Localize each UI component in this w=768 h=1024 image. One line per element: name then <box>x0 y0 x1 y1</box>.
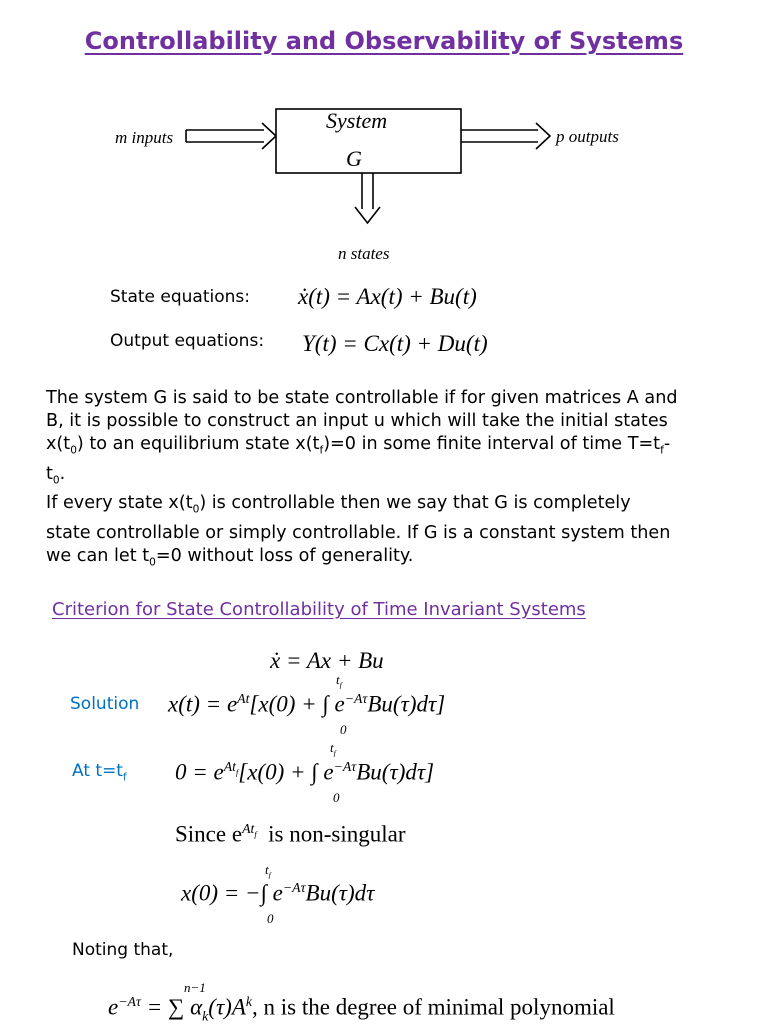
states-arrow <box>355 173 380 223</box>
solution-equation: $x(t) = e^{At}[x(0)$ + ∫ $e^{-A\tau}Bu(\tau)d\tau$] <box>168 691 446 717</box>
inputs-label: m inputs <box>115 128 174 147</box>
x0-equation: x(0) = −∫ $e^{-A\tau}Bu(\tau)d\tau$ <box>181 880 375 906</box>
solution-label: Solution <box>70 694 140 714</box>
para-line: If every state $x(t_0)$ is controllable then we say that G is completely <box>46 493 631 516</box>
para-line: state controllable or simply controllable. If G is a constant system then <box>46 522 671 543</box>
definition-paragraph <box>46 387 746 574</box>
states-label: n states <box>338 244 390 263</box>
integral-upper-limit: $t_f$ <box>330 740 336 758</box>
outputs-label: p outputs <box>556 127 619 146</box>
criterion-heading: Criterion for State Controllability of Time Invariant Systems <box>52 599 586 620</box>
para-line: The system G is said to be state controllable if for given matrices A and <box>46 388 678 408</box>
output-equation: Y(t) = Cx(t) + Du(t) <box>302 331 488 356</box>
integral-lower-limit: 0 <box>340 722 347 737</box>
at-tf-label: At $t=t_f$ <box>72 761 127 784</box>
minimal-polynomial-equation: $e^{-A\tau}$ = ∑ $\alpha_k(\tau)A^k$, n is the degree of minimal polynomial <box>108 994 615 1024</box>
para-line: $x(t_0)$ to an equilibrium state $x(t_f)=0$ in some finite interval of time $T=t_f-$ <box>46 434 671 457</box>
state-equations-label: State equations: <box>110 287 250 307</box>
noting-text: Noting that, <box>72 940 174 960</box>
diagram-box-line2: G <box>346 146 362 171</box>
integral-upper-limit: $t_f$ <box>265 862 271 880</box>
since-statement: Since $e^{At_f}$ is non-singular <box>175 821 406 847</box>
para-line: B, it is possible to construct an input u which will take the initial states <box>46 411 668 431</box>
state-equation: ẋ(t) = Ax(t) + Bu(t) <box>298 284 477 309</box>
system-equation: ẋ = Ax + Bu <box>270 648 384 673</box>
diagram-box-line1: System <box>326 108 388 133</box>
input-arrow <box>186 123 276 149</box>
at-tf-equation: $0 = e^{At_f}[x(0)$ + ∫ $e^{-A\tau}Bu(\tau)d\tau$] <box>175 759 435 785</box>
para-line: $t_0$. <box>46 463 66 487</box>
integral-upper-limit: $t_f$ <box>336 672 342 690</box>
page-title: Controllability and Observability of Systems <box>84 27 684 55</box>
integral-lower-limit: 0 <box>267 911 274 926</box>
sum-upper-limit: n−1 <box>184 980 206 995</box>
output-arrow <box>461 123 550 149</box>
integral-lower-limit: 0 <box>333 790 340 805</box>
output-equations-label: Output equations: <box>110 331 265 351</box>
para-line: we can let $t_0=0$ without loss of generality. <box>46 545 414 569</box>
